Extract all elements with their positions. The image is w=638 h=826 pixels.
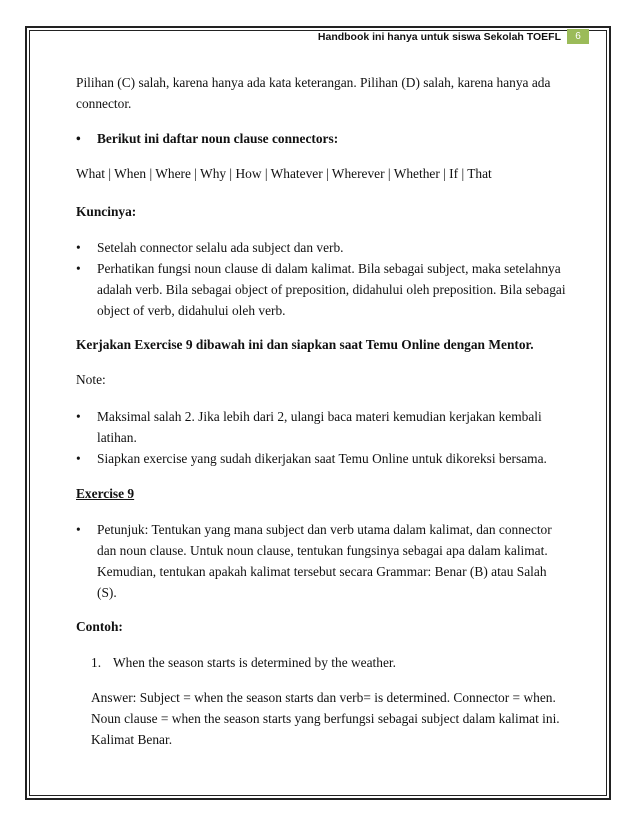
example-item (91, 652, 566, 673)
connectors-heading: • Berikut ini daftar noun clause connectors: (76, 128, 566, 149)
task-heading: Kerjakan Exercise 9 dibawah ini dan siapkan saat Temu Online dengan Mentor. (76, 337, 534, 352)
exercise-list (76, 519, 566, 603)
example-heading: Contoh: (76, 619, 123, 634)
list-item: • Siapkan exercise yang sudah dikerjakan saat Temu Online untuk dikoreksi bersama. (76, 448, 566, 469)
key-heading: Kuncinya: (76, 204, 137, 219)
key-list (76, 237, 566, 321)
list-item: • Petunjuk: Tentukan yang mana subject dan verb utama dalam kalimat, dan connector dan noun clause. Untuk noun clause, tentukan fungsinya sebagai apa dalam kalimat. Kemudian, tentukan apakah kalimat tersebut secara Grammar: Benar (B) atau Salah (S). (76, 519, 566, 603)
connectors-list: What | When | Where | Why | How | Whatever | Wherever | Whether | If | That (76, 166, 492, 181)
example-sentence: When the season starts is determined by the weather. (113, 655, 396, 670)
connectors-heading-list (76, 128, 566, 149)
example-number: 1. (91, 655, 102, 670)
list-item: • Perhatikan fungsi noun clause di dalam kalimat. Bila sebagai subject, maka setelahnya adalah verb. Bila sebagai object of preposition, didahului oleh preposition. Bila sebagai object of verb, didahului oleh verb. (76, 258, 566, 321)
exercise-heading: Exercise 9 (76, 486, 135, 501)
page-number: 6 (567, 29, 589, 44)
page-content (76, 72, 566, 750)
list-item: • Maksimal salah 2. Jika lebih dari 2, ulangi baca materi kemudian kerjakan kembali latihan. (76, 406, 566, 448)
note-label: Note: (76, 372, 106, 387)
list-item: • Setelah connector selalu ada subject dan verb. (76, 237, 566, 258)
header-title: Handbook ini hanya untuk siswa Sekolah TOEFL (317, 31, 561, 43)
intro-paragraph: Pilihan (C) salah, karena hanya ada kata keterangan. Pilihan (D) salah, karena hanya ada connector. (76, 75, 551, 111)
note-list (76, 406, 566, 469)
answer-paragraph: Answer: Subject = when the season starts dan verb= is determined. Connector = when. Noun clause = when the season starts yang berfungsi sebagai subject dalam kalimat ini. Kalimat Benar. (91, 690, 560, 747)
